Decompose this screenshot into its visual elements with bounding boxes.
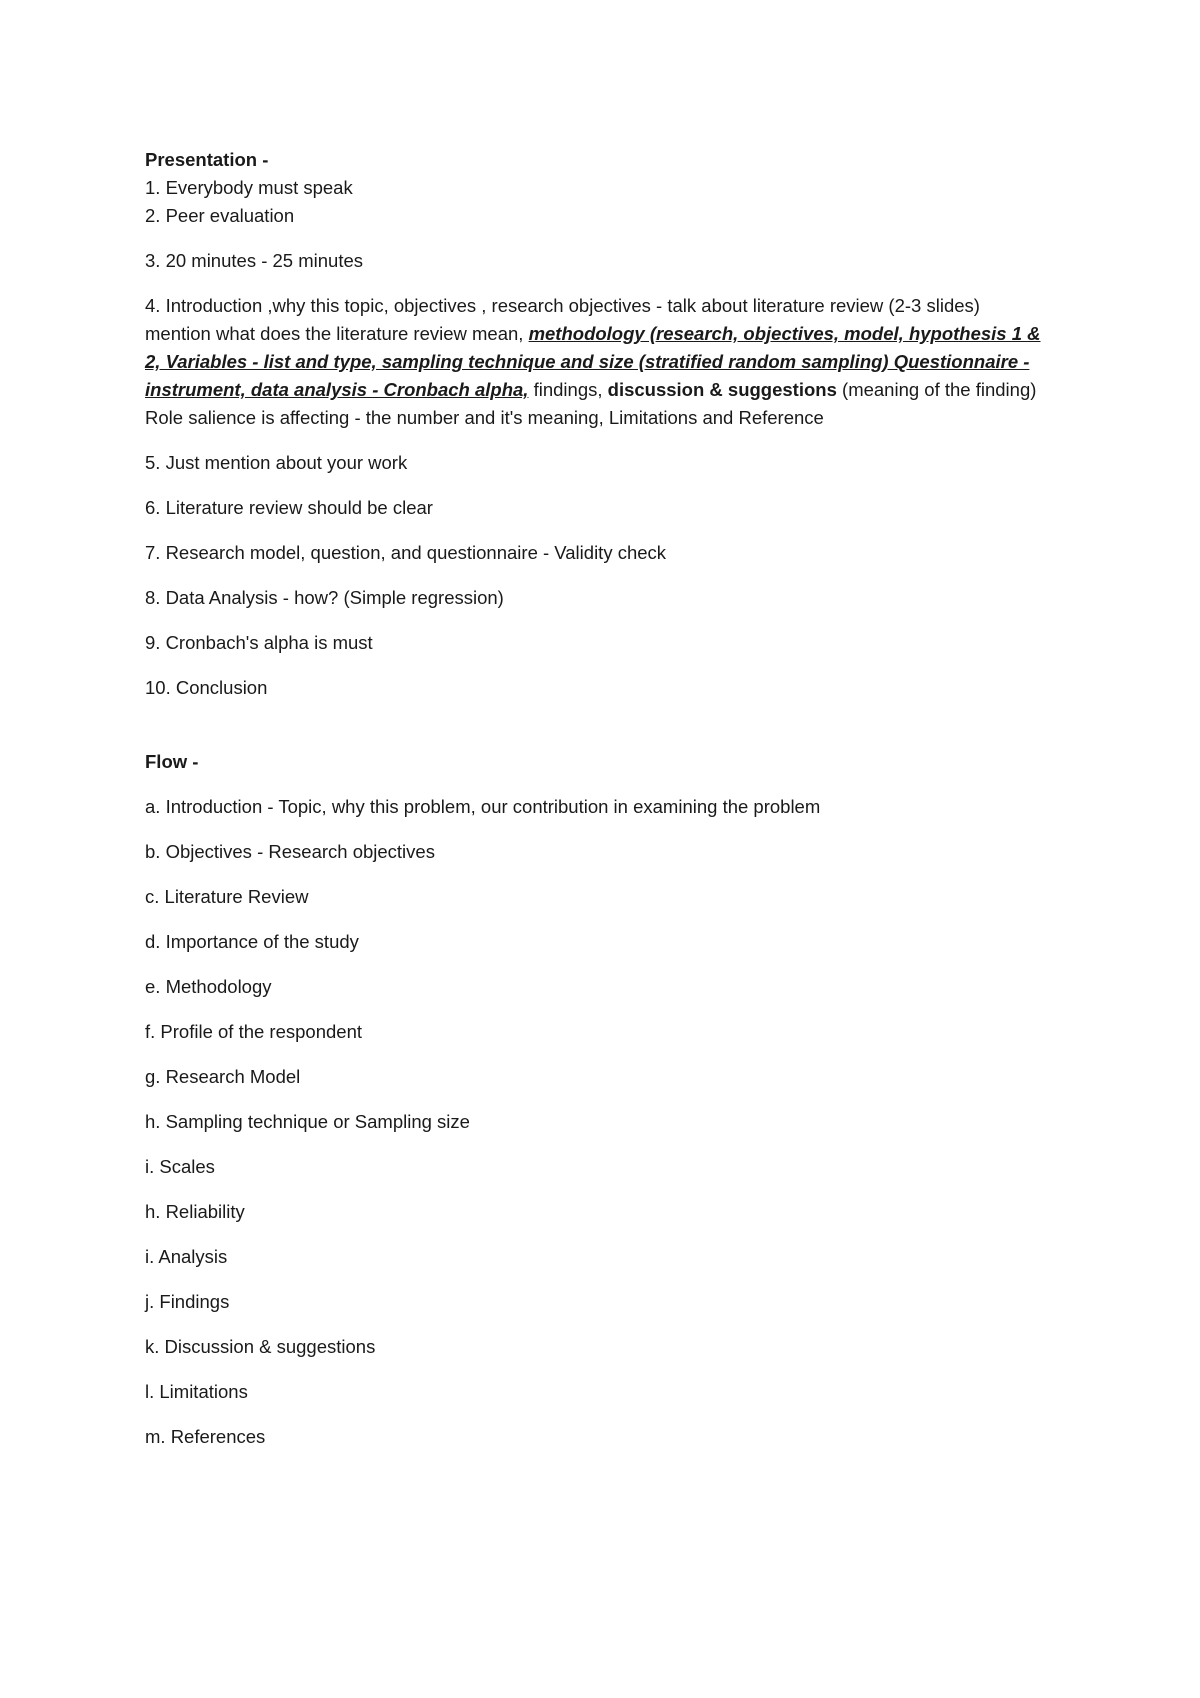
item4-part1: 4. Introduction ,why this topic, objectives , research objectives - talk about literature review (2-3 slides) mention what does the literature review mean, (145, 295, 980, 344)
flow-item-h-sampling: h. Sampling technique or Sampling size (145, 1111, 470, 1132)
item4-bold-phrase: discussion & suggestions (607, 379, 837, 400)
presentation-item-4 (145, 292, 1045, 432)
presentation-item-6: 6. Literature review should be clear (145, 497, 433, 518)
flow-item-g: g. Research Model (145, 1066, 301, 1087)
presentation-item-7: 7. Research model, question, and questionnaire - Validity check (145, 542, 667, 563)
presentation-item-5: 5. Just mention about your work (145, 452, 408, 473)
flow-item-b: b. Objectives - Research objectives (145, 841, 435, 862)
presentation-item-1: 1. Everybody must speak (145, 177, 353, 198)
item4-methodology-emphasis: methodology (research, objectives, model, hypothesis 1 & 2, Variables - list and type, sampling technique and size (stratified random sampling) Questionnaire - instrument, data analysis - Cronbach alpha, (145, 323, 1041, 400)
document-body (145, 146, 1045, 1451)
flow-item-i-scales: i. Scales (145, 1156, 215, 1177)
presentation-item-10: 10. Conclusion (145, 677, 268, 698)
presentation-item-2: 2. Peer evaluation (145, 205, 295, 226)
item4-part3: (meaning of the finding) Role salience is affecting - the number and it's meaning, Limitations and Reference (145, 379, 1037, 428)
flow-item-l: l. Limitations (145, 1381, 248, 1402)
presentation-item-3: 3. 20 minutes - 25 minutes (145, 250, 363, 271)
flow-item-j: j. Findings (145, 1291, 230, 1312)
flow-item-f: f. Profile of the respondent (145, 1021, 362, 1042)
flow-item-c: c. Literature Review (145, 886, 309, 907)
presentation-item-9: 9. Cronbach's alpha is must (145, 632, 373, 653)
flow-item-k: k. Discussion & suggestions (145, 1336, 376, 1357)
presentation-heading: Presentation - (145, 149, 269, 170)
flow-item-e: e. Methodology (145, 976, 272, 997)
flow-item-h-reliability: h. Reliability (145, 1201, 245, 1222)
flow-item-m: m. References (145, 1426, 266, 1447)
item4-part2: findings, (528, 379, 608, 400)
flow-item-a: a. Introduction - Topic, why this problem, our contribution in examining the problem (145, 796, 821, 817)
flow-item-d: d. Importance of the study (145, 931, 359, 952)
flow-item-i-analysis: i. Analysis (145, 1246, 228, 1267)
flow-heading: Flow - (145, 751, 199, 772)
section-spacer (145, 702, 1045, 748)
presentation-item-8: 8. Data Analysis - how? (Simple regression) (145, 587, 504, 608)
